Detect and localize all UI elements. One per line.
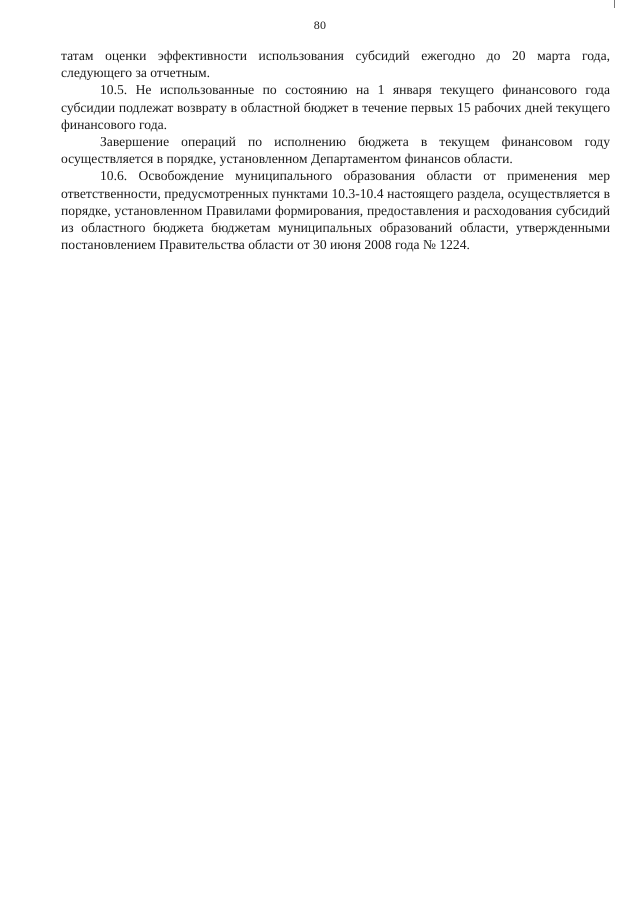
page-number: 80 [313,18,327,32]
paragraph-budget-completion: Завершение операций по исполнению бюджета в текущем финансовом году осуществляется в порядке, установленном Департаментом финансов области. [61,134,610,167]
document-body [61,47,610,253]
paragraph-10-5: 10.5. Не использованные по состоянию на 1 января текущего финансового года субсидии подлежат возврату в областной бюджет в течение первых 15 рабочих дней текущего финансового года. [61,82,610,132]
scan-edge-mark [614,0,615,8]
paragraph-10-6: 10.6. Освобождение муниципального образования области от применения мер ответственности, предусмотренных пунктами 10.3-10.4 настоящего раздела, осуществляется в порядке, установленном Правилами формирования, предоставления и расходования субсидий из областного бюджета бюджетам муниципальных образований области, утвержденными постановлением Правительства области от 30 июня 2008 года № 1224. [61,168,610,253]
paragraph-continuation: татам оценки эффективности использования субсидий ежегодно до 20 марта года, следующего за отчетным. [61,48,610,81]
